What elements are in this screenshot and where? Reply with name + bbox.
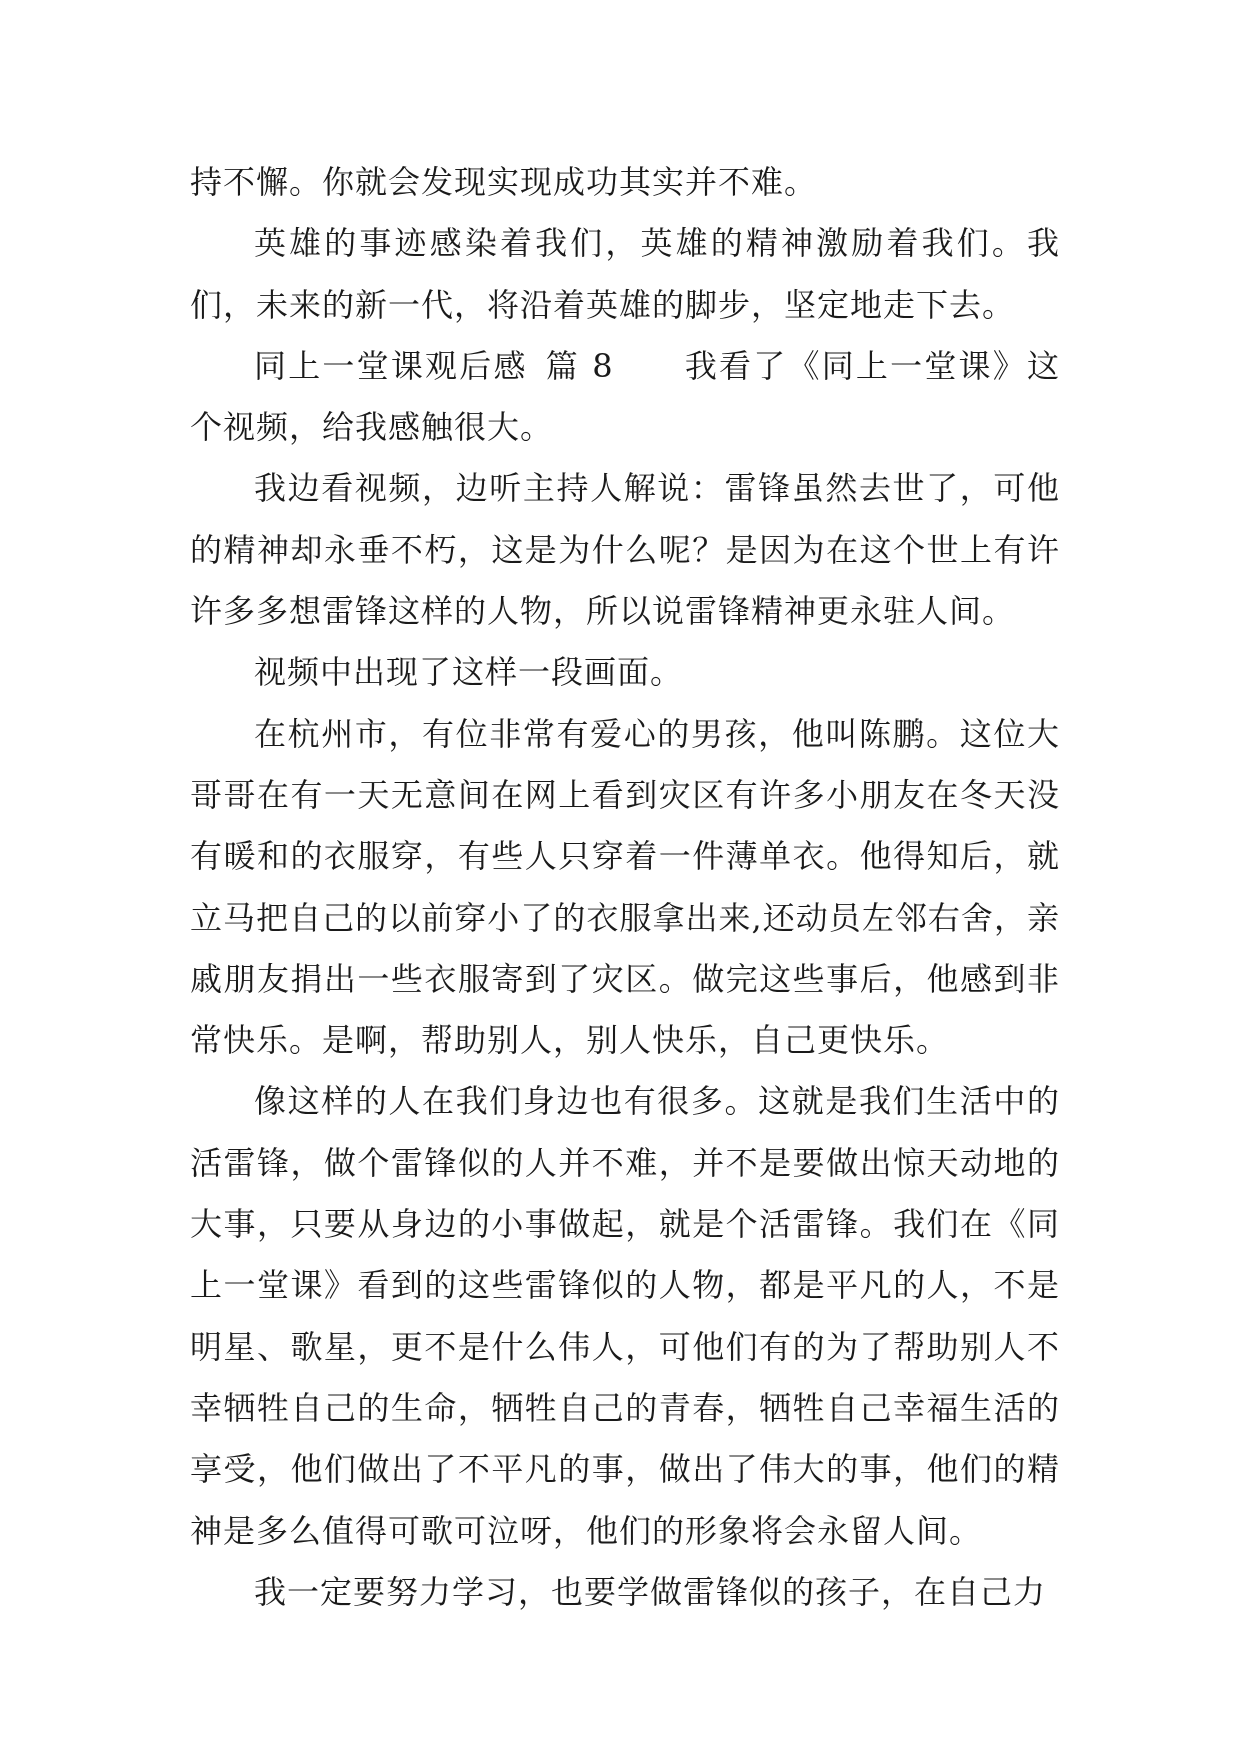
essay-title: 同上一堂课观后感 xyxy=(254,346,528,385)
paragraph: 像这样的人在我们身边也有很多。这就是我们生活中的活雷锋，做个雷锋似的人并不难，并不是要做出惊天动地的大事，只要从身边的小事做起，就是个活雷锋。我们在《同上一堂课》看到的这些雷锋似的人物，都是平凡的人，不是明星、歌星，更不是什么伟人，可他们有的为了帮助别人不幸牺牲自己的生命，牺牲自己的青春，牺牲自己幸福生活的享受，他们做出了不平凡的事，做出了伟大的事，他们的精神是多么值得可歌可泣呀，他们的形象将会永留人间。 xyxy=(190,1082,1060,1550)
section-heading-paragraph xyxy=(190,336,1060,459)
paragraph: 我一定要努力学习，也要学做雷锋似的孩子，在自己力 xyxy=(254,1572,1047,1611)
document-body xyxy=(190,152,1060,1623)
section-number: 篇 8 xyxy=(545,346,614,385)
paragraph: 在杭州市，有位非常有爱心的男孩，他叫陈鹏。这位大哥哥在有一天无意间在网上看到灾区有许多小朋友在冬天没有暖和的衣服穿，有些人只穿着一件薄单衣。他得知后，就立马把自己的以前穿小了的衣服拿出来,还动员左邻右舍，亲戚朋友捐出一些衣服寄到了灾区。做完这些事后，他感到非常快乐。是啊，帮助别人，别人快乐，自己更快乐。 xyxy=(190,714,1060,1060)
paragraph: 英雄的事迹感染着我们，英雄的精神激励着我们。我们，未来的新一代，将沿着英雄的脚步，坚定地走下去。 xyxy=(190,224,1060,324)
paragraph-text: 我看了《同上一堂课》这个视频，给我感触很大。 xyxy=(190,346,1060,447)
paragraph: 我边看视频，边听主持人解说：雷锋虽然去世了，可他的精神却永垂不朽，这是为什么呢？是因为在这个世上有许许多多想雷锋这样的人物，所以说雷锋精神更永驻人间。 xyxy=(190,469,1060,631)
paragraph: 视频中出现了这样一段画面。 xyxy=(254,653,684,692)
paragraph: 持不懈。你就会发现实现成功其实并不难。 xyxy=(190,163,818,201)
